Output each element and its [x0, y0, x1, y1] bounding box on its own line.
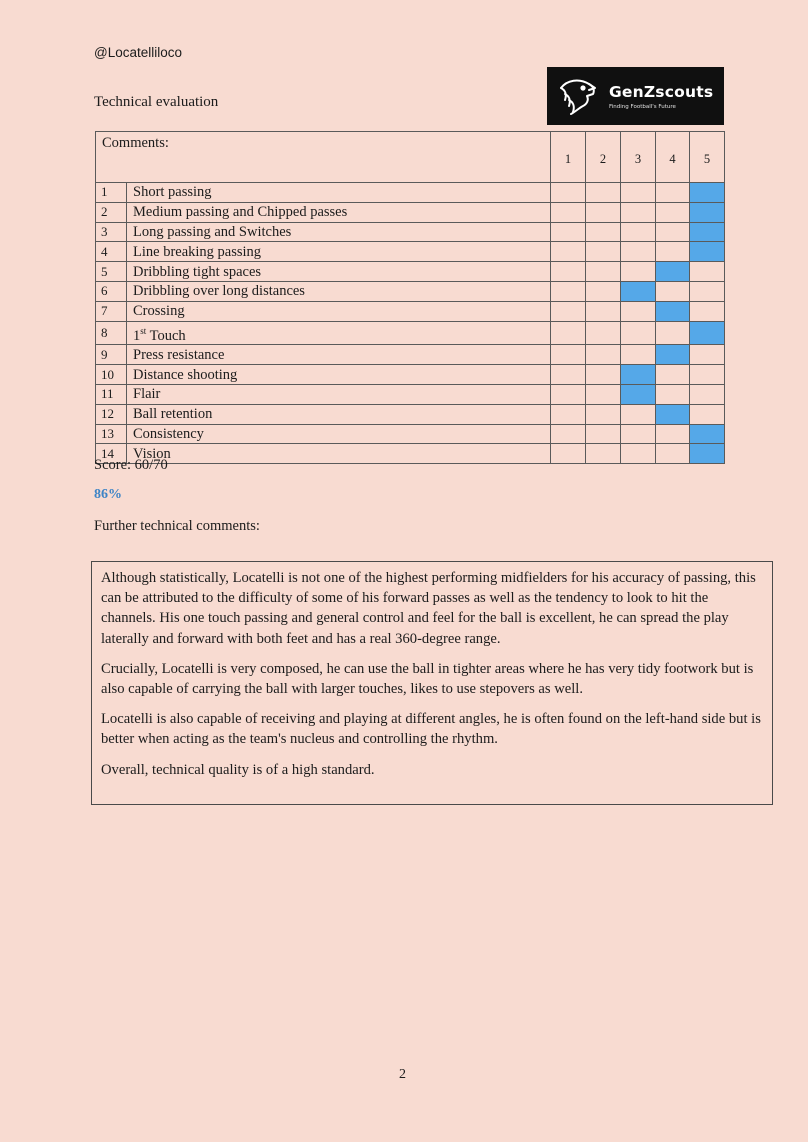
score-cell — [586, 262, 621, 282]
score-cell — [586, 444, 621, 464]
score-cell — [656, 183, 690, 203]
score-cell — [656, 242, 690, 262]
score-cell — [586, 321, 621, 345]
table-row — [96, 385, 725, 405]
score-cell — [656, 281, 690, 301]
score-cell — [586, 365, 621, 385]
row-number: 14 — [96, 444, 127, 464]
score-cell-filled — [621, 365, 656, 385]
score-cell — [551, 424, 586, 444]
section-title: Technical evaluation — [94, 94, 219, 110]
score-cell — [586, 281, 621, 301]
row-number: 13 — [96, 424, 127, 444]
table-row — [96, 404, 725, 424]
score-cell — [551, 345, 586, 365]
further-comments-label: Further technical comments: — [94, 518, 260, 534]
table-row — [96, 242, 725, 262]
score-percent: 86% — [94, 487, 122, 502]
score-header: 3 — [621, 132, 656, 183]
table-row — [96, 424, 725, 444]
score-cell-filled — [690, 424, 725, 444]
ordinal-suffix: st — [140, 325, 147, 336]
score-cell-filled — [690, 242, 725, 262]
eagle-icon — [555, 74, 599, 118]
row-label: Flair — [127, 385, 551, 405]
score-cell — [551, 444, 586, 464]
score-cell — [551, 321, 586, 345]
score-cell-filled — [690, 444, 725, 464]
row-number: 5 — [96, 262, 127, 282]
score-cell — [551, 262, 586, 282]
row-number: 4 — [96, 242, 127, 262]
score-cell — [551, 281, 586, 301]
score-header: 4 — [656, 132, 690, 183]
score-cell — [551, 202, 586, 222]
row-number: 1 — [96, 183, 127, 203]
score-header: 1 — [551, 132, 586, 183]
row-number: 3 — [96, 222, 127, 242]
row-label: Medium passing and Chipped passes — [127, 202, 551, 222]
row-label: Crossing — [127, 301, 551, 321]
row-number: 6 — [96, 281, 127, 301]
row-label: Long passing and Switches — [127, 222, 551, 242]
score-cell — [621, 202, 656, 222]
row-number: 9 — [96, 345, 127, 365]
author-handle: @Locatelliloco — [94, 45, 183, 60]
score-cell — [586, 183, 621, 203]
score-cell-filled — [621, 385, 656, 405]
table-row — [96, 301, 725, 321]
table-row — [96, 365, 725, 385]
score-cell — [690, 404, 725, 424]
score-cell-filled — [656, 262, 690, 282]
score-cell — [586, 404, 621, 424]
table-row — [96, 183, 725, 203]
score-cell — [586, 424, 621, 444]
page-number: 2 — [399, 1067, 406, 1082]
score-cell — [656, 365, 690, 385]
table-row — [96, 345, 725, 365]
score-cell — [586, 222, 621, 242]
logo-tagline: Finding Football's Future — [609, 103, 676, 110]
table-row — [96, 222, 725, 242]
score-cell — [621, 262, 656, 282]
score-header: 5 — [690, 132, 725, 183]
row-label: Vision — [127, 444, 551, 464]
score-cell-filled — [656, 301, 690, 321]
row-label: Line breaking passing — [127, 242, 551, 262]
table-row — [96, 281, 725, 301]
comments-header: Comments: — [96, 132, 551, 183]
score-cell — [551, 385, 586, 405]
score-cell — [656, 321, 690, 345]
row-label: Ball retention — [127, 404, 551, 424]
score-cell — [551, 222, 586, 242]
score-header: 2 — [586, 132, 621, 183]
row-number: 10 — [96, 365, 127, 385]
score-cell — [586, 301, 621, 321]
score-cell — [621, 321, 656, 345]
genzscouts-logo — [547, 67, 724, 125]
score-cell — [586, 345, 621, 365]
score-cell — [621, 301, 656, 321]
score-cell — [690, 301, 725, 321]
row-number: 7 — [96, 301, 127, 321]
table-row — [96, 202, 725, 222]
score-cell-filled — [690, 321, 725, 345]
score-cell — [621, 345, 656, 365]
table-header-row — [96, 132, 725, 183]
table-row — [96, 262, 725, 282]
technical-evaluation-table — [95, 131, 725, 464]
score-cell — [656, 385, 690, 405]
comment-paragraph: Although statistically, Locatelli is not one of the highest performing midfielders for his accuracy of passing, this can be attributed to the difficulty of some of his forward passes as well as the tendency to look to hit the channels. His one touch passing and general control and feel for the ball is excellent, he can spread the play laterally and forward with both feet and has a real 360-degree range. — [101, 570, 756, 647]
score-cell — [690, 345, 725, 365]
row-label: Short passing — [127, 183, 551, 203]
score-cell — [621, 424, 656, 444]
row-label: Distance shooting — [127, 365, 551, 385]
row-number: 2 — [96, 202, 127, 222]
score-cell — [551, 242, 586, 262]
score-cell-filled — [690, 183, 725, 203]
score-cell — [621, 242, 656, 262]
row-label: Dribbling tight spaces — [127, 262, 551, 282]
score-cell-filled — [656, 404, 690, 424]
score-cell — [551, 404, 586, 424]
score-cell-filled — [690, 222, 725, 242]
row-label: Dribbling over long distances — [127, 281, 551, 301]
score-cell — [656, 424, 690, 444]
row-label: 1st Touch — [127, 321, 551, 345]
score-cell — [656, 222, 690, 242]
score-cell — [621, 183, 656, 203]
score-cell — [656, 444, 690, 464]
row-number: 11 — [96, 385, 127, 405]
score-cell — [656, 202, 690, 222]
row-label: Press resistance — [127, 345, 551, 365]
score-cell — [551, 301, 586, 321]
logo-name: GenZscouts — [609, 82, 714, 101]
score-total: Score: 60/70 — [94, 457, 168, 473]
score-cell — [621, 404, 656, 424]
score-cell — [586, 202, 621, 222]
technical-comments-box — [91, 561, 773, 805]
row-label: Consistency — [127, 424, 551, 444]
table-row — [96, 444, 725, 464]
row-number: 8 — [96, 321, 127, 345]
comment-paragraph: Locatelli is also capable of receiving and playing at different angles, he is often found on the left-hand side but is better when acting as the team's nucleus and controlling the rhythm. — [101, 711, 761, 748]
score-cell — [690, 262, 725, 282]
comment-paragraph: Overall, technical quality is of a high standard. — [101, 761, 375, 778]
score-cell — [586, 242, 621, 262]
score-cell — [621, 444, 656, 464]
score-cell-filled — [621, 281, 656, 301]
table-row — [96, 321, 725, 345]
score-cell — [551, 365, 586, 385]
score-cell — [690, 385, 725, 405]
comment-paragraph: Crucially, Locatelli is very composed, he can use the ball in tighter areas where he has very tidy footwork but is also capable of carrying the ball with larger touches, likes to use stepovers as well. — [101, 660, 754, 698]
score-cell-filled — [690, 202, 725, 222]
score-cell — [621, 222, 656, 242]
score-cell — [586, 385, 621, 405]
score-cell — [551, 183, 586, 203]
score-cell-filled — [656, 345, 690, 365]
score-cell — [690, 281, 725, 301]
score-cell — [690, 365, 725, 385]
row-number: 12 — [96, 404, 127, 424]
